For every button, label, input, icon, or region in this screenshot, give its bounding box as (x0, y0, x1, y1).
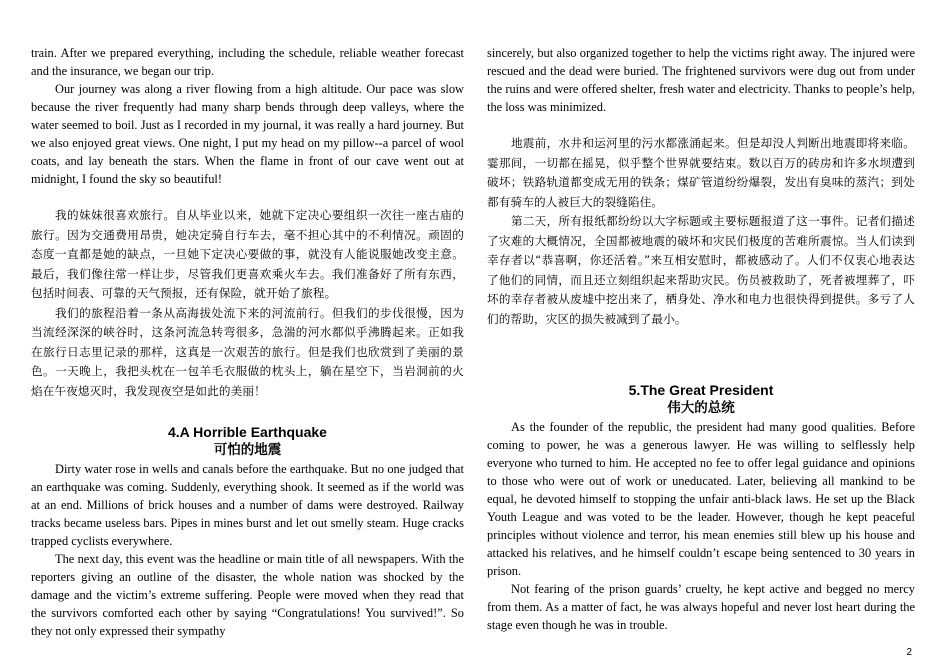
section-title-zh: 伟大的总统 (667, 400, 735, 416)
left-column (31, 44, 464, 640)
paragraph: Dirty water rose in wells and canals before the earthquake. But no one judged that an earthquake was coming. Suddenly, everything shook. It seemed as if the world was at an end. Millions of brick houses and a number of dams were destroyed. Railway tracks became useless bars. Pipes in mines burst and let out smelly steam. Huge cracks trapped cyclists everywhere. (31, 462, 464, 548)
paragraph: The next day, this event was the headline or main title of all newspapers. With the reporters giving an outline of the disaster, the whole nation was shocked by the damage and the victim’s extreme suffering. People were moved when they read that the survivors comforted each other by saying “Congratulations! You survived!”. So they not only expressed their sympathy (31, 552, 464, 638)
chinese-paragraph: 第二天，所有报纸都纷纷以大字标题或主要标题报道了这一事件。记者们描述了灾难的大概情况，全国都被地震的破坏和灾民们极度的苦难所震惊。当人们读到幸存者以“恭喜啊，你还活着。”来互相安慰时，都被感动了。人们不仅衷心地表达了他们的同情，而且还立刻组织起来帮助灾民。伤员被救助了，死者被埋葬了，吓坏的幸存者被从废墟中挖出来了，栖身处、净水和电力也很快得到提供。多亏了人们的帮助，灾区的损失被减到了最小。 (487, 214, 915, 326)
chinese-paragraph: 地震前，水井和运河里的污水都涨涌起来。但是却没人判断出地震即将来临。霎那间，一切都在摇晃，似乎整个世界就要结束。数以百万的砖房和许多水坝遭到破坏；铁路轨道都变成无用的铁条；煤矿管道纷纷爆裂，发出有臭味的蒸汽；到处都有骑车的人被巨大的裂缝陷住。 (487, 136, 915, 209)
section-title-en: 5.The Great President (628, 382, 774, 398)
paragraph: train. After we prepared everything, including the schedule, reliable weather forecast and the insurance, we began our trip. (31, 46, 464, 78)
chinese-paragraph: 我们的旅程沿着一条从高海拔处流下来的河流前行。但我们的步伐很慢，因为当流经深深的峡谷时，这条河流急转弯很多，急湍的河水都似乎沸腾起来。正如我在旅行日志里记录的那样，这真是一次艰苦的旅行。但是我们也欣赏到了美丽的景色。一天晚上，我把头枕在一包羊毛衣服做的枕头上，躺在星空下，当岩洞前的火焰在午夜熄灭时，我发现夜空是如此的美丽！ (31, 305, 464, 398)
chinese-paragraph: 我的妹妹很喜欢旅行。自从毕业以来，她就下定决心要组织一次往一座古庙的旅行。因为交通费用昂贵，她决定骑自行车去，毫不担心其中的不利情况。顽固的态度一直都是她的缺点，一旦她下定决心要做的事，就没有人能说服她改变主意。最后，我们像往常一样让步，尽管我们更喜欢乘火车去。我们准备好了所有东西，包括时间表、可靠的天气预报，还有保险，就开始了旅程。 (31, 208, 464, 300)
section-title-zh: 可怕的地震 (213, 442, 282, 458)
page-number: 2 (906, 647, 912, 658)
paragraph: sincerely, but also organized together to help the victims right away. The injured were rescued and the dead were buried. The frightened survivors were dug out from under the ruins and were offered shelter, fresh water and electricity. Thanks to people’s help, the loss was minimized. (487, 46, 915, 114)
paragraph: As the founder of the republic, the president had many good qualities. Before coming to power, he was a generous lawyer. He was willing to selflessly help everyone who turned to him. He accepted no fee to offer legal guidance and opinions to those who were out of work or uneducated. Later, believing all mankind to be equal, he devoted himself to stopping the unfair anti-black laws. He set up the Black Youth League and was voted to be the leader. However, though he kept peaceful principles without violence and terror, his mean enemies still blew up his house and attacked his relatives, and he himself couldn’t escape being sentenced to 30 years in prison. (487, 420, 915, 578)
section-title-en: 4.A Horrible Earthquake (168, 424, 327, 440)
right-column (487, 44, 915, 634)
paragraph: Our journey was along a river flowing from a high altitude. Our pace was slow because the river frequently had many sharp bends through deep valleys, where the water seemed to boil. Just as I recorded in my journal, it was really a hard journey. But we also enjoyed great views. One night, I put my head on my pillow--a parcel of wool coats, and lay beneath the stars. When the flame in front of our cave went out at midnight, I found the sky so beautiful! (31, 82, 464, 186)
paragraph: Not fearing of the prison guards’ cruelty, he kept active and begged no mercy from them. As a matter of fact, he was always hopeful and never lost heart during the stage even though he was in trouble. (487, 582, 915, 632)
